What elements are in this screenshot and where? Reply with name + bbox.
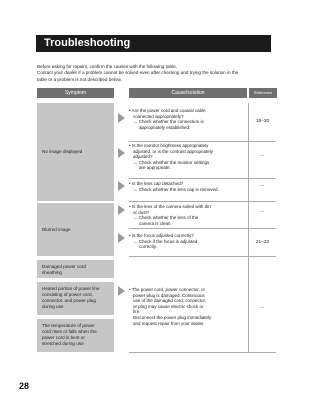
- symptom-label: No image displayed: [42, 149, 83, 154]
- intro-line: Contact your dealer if a problem cannot be solved even after checking and trying the solution in the: [37, 70, 239, 76]
- symptom-line: cord rises or falls when the: [42, 329, 97, 334]
- ref-c6: –: [261, 306, 264, 311]
- symptom-temperature: [37, 319, 114, 352]
- arrow-icon: [118, 286, 125, 296]
- ref-c2: –: [261, 154, 264, 159]
- symptom-line: during use: [42, 304, 64, 309]
- cause-line: adjusted?: [133, 154, 153, 160]
- arrow-icon: [118, 233, 125, 243]
- header-reference: Reference page: [249, 88, 277, 98]
- symptom-no-image: [37, 103, 114, 201]
- cause-line: • Is the lens of the camera soiled with dirt: [129, 204, 211, 209]
- row-divider: [129, 201, 276, 202]
- ref-c3: –: [261, 184, 264, 189]
- symptom-blurred: [37, 203, 114, 256]
- cause-line: → Check whether the lens of the: [133, 215, 199, 221]
- cause-line: • The power cord, power connector, or: [129, 287, 206, 292]
- cause-c4: [129, 204, 246, 226]
- arrow-icon: [118, 205, 125, 215]
- cause-line: use of the damaged cord, connector,: [133, 298, 207, 304]
- header-symptom: Symptom: [37, 88, 114, 98]
- cause-line: are appropriate.: [139, 165, 171, 171]
- cause-line: Disconnect the power plug immediately: [133, 314, 212, 320]
- arrow-icon: [118, 113, 125, 123]
- symptom-line: power cord is bent or: [42, 335, 85, 340]
- cause-c3: [129, 181, 246, 192]
- cause-c2: [129, 143, 246, 171]
- symptom-heated-portion: [37, 282, 114, 315]
- row-divider: [129, 178, 276, 179]
- cause-line: power plug is damaged. Continuous: [133, 292, 205, 298]
- symptom-line: stretched during use: [42, 341, 84, 346]
- symptom-line: Heated portion of power line: [42, 286, 100, 291]
- cause-line: correctly.: [139, 244, 157, 250]
- symptom-line: Damaged power cord: [42, 264, 86, 269]
- ref-c5: 21–22: [255, 240, 270, 245]
- header-cause: Cause/solution: [129, 88, 247, 98]
- row-divider: [129, 256, 276, 257]
- cause-line: fire.: [133, 309, 141, 315]
- symptom-line: The temperature of power: [42, 323, 95, 328]
- page-title: Troubleshooting: [36, 35, 271, 52]
- symptom-line: consisting of power cord,: [42, 292, 93, 297]
- cause-line: or dust?: [133, 209, 150, 215]
- row-divider: [129, 228, 276, 229]
- cause-line: → Check if the focus is adjusted: [133, 238, 198, 244]
- cause-line: → Check whether the lens cap is removed.: [133, 186, 219, 192]
- ref-c1: 18–20: [255, 119, 270, 124]
- cause-line: • Are the power cord and coaxial cable: [129, 108, 206, 113]
- cause-c5: [129, 233, 246, 250]
- cause-line: adjusted, or is the contrast appropriately: [133, 148, 214, 154]
- cause-line: • Is the monitor brightness appropriately: [129, 143, 209, 148]
- symptom-damaged-cord: [37, 260, 114, 278]
- cause-line: → Check whether the connection is: [133, 119, 204, 125]
- row-divider: [129, 141, 276, 142]
- cause-c6: [129, 287, 246, 326]
- intro-line: Before asking for repairs, confirm the causes with the following table.: [37, 64, 177, 69]
- cause-line: or plug may cause electric shock or: [133, 303, 204, 309]
- cause-line: → Check whether the monitor settings: [133, 159, 210, 165]
- cause-line: • Is the lens cap detached?: [129, 181, 184, 186]
- symptom-line: sheathing: [42, 270, 62, 275]
- symptom-label: Blurred image: [42, 226, 71, 232]
- cause-c1: [129, 108, 246, 130]
- cause-line: connected appropriately?: [133, 113, 184, 119]
- row-divider: [129, 352, 276, 353]
- ref-c4: –: [261, 210, 264, 215]
- cause-line: • Is the focus adjusted correctly?: [129, 233, 194, 238]
- intro-text: [37, 64, 277, 83]
- intro-line: table or a problem is not described below.: [37, 76, 122, 82]
- arrow-icon: [118, 181, 125, 191]
- cause-line: appropriately established.: [139, 124, 191, 130]
- arrow-icon: [118, 148, 125, 158]
- page-number: 28: [19, 381, 30, 391]
- symptom-line: connector, and power plug: [42, 298, 96, 303]
- cause-line: camera is clean.: [139, 220, 172, 226]
- cause-line: and request repair from your dealer.: [133, 320, 205, 326]
